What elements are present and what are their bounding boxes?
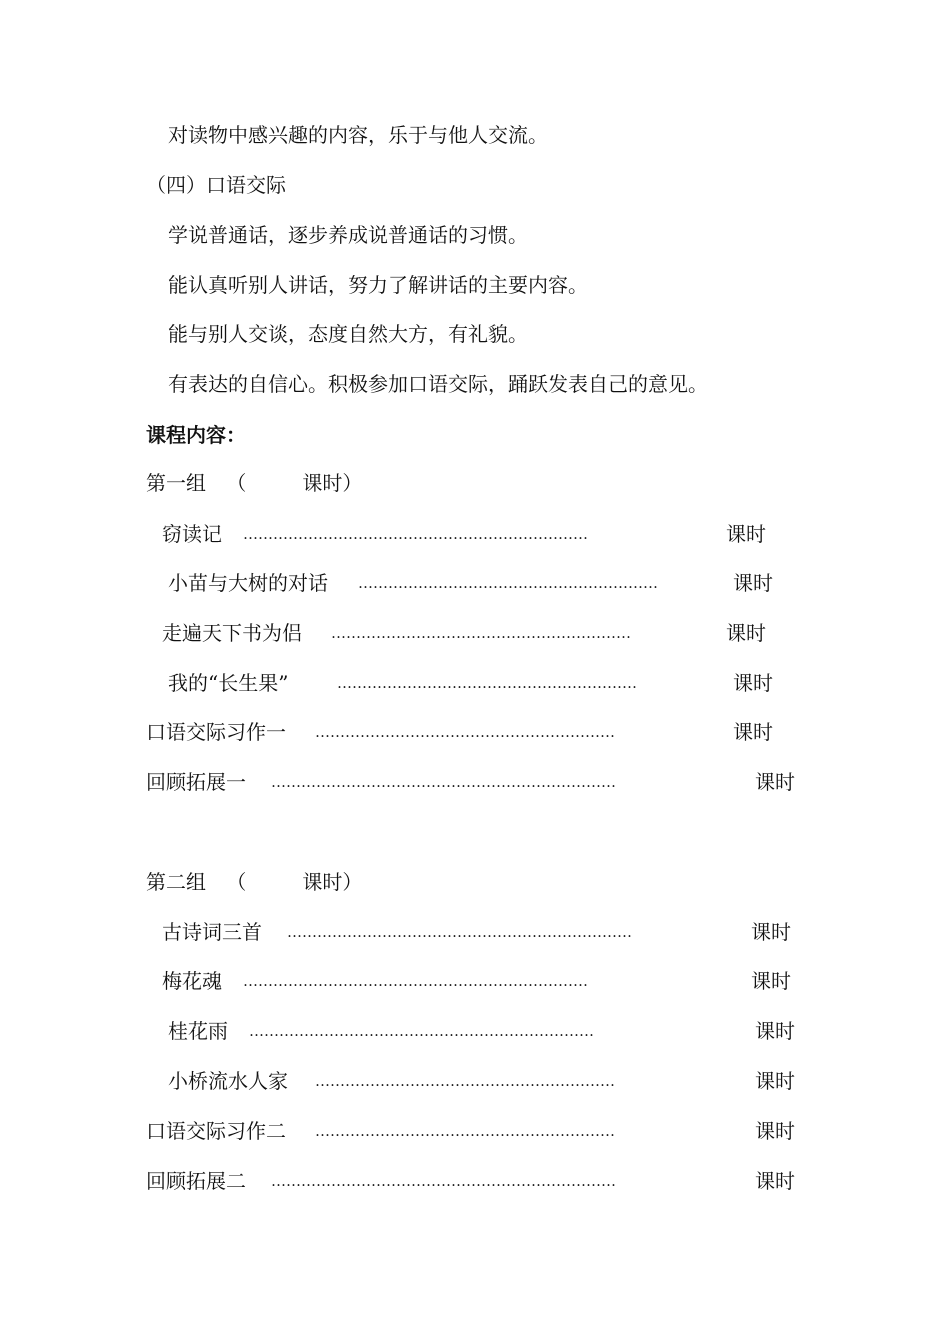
lesson-name: 梅花魂 bbox=[162, 969, 222, 993]
lesson-hours-label: 课时 bbox=[755, 1169, 795, 1193]
lesson-hours-label: 课时 bbox=[755, 1119, 795, 1143]
lesson-name: 窃读记 bbox=[162, 522, 222, 546]
dot-leader: …………………………………………………… bbox=[315, 723, 615, 741]
speaking-item-4: 有表达的自信心。积极参加口语交际，踊跃发表自己的意见。 bbox=[168, 372, 708, 396]
lesson-name: 回顾拓展一 bbox=[146, 770, 246, 794]
group-paren-open: （ bbox=[226, 471, 247, 495]
lesson-name: 回顾拓展二 bbox=[146, 1169, 246, 1193]
dot-leader: …………………………………………………………… bbox=[271, 1172, 616, 1190]
speaking-item-1: 学说普通话，逐步养成说普通话的习惯。 bbox=[168, 223, 528, 247]
group-paren-close: 课时） bbox=[302, 471, 363, 495]
lesson-name: 小桥流水人家 bbox=[168, 1069, 288, 1093]
dot-leader: …………………………………………………………… bbox=[287, 923, 632, 941]
group-paren-close: 课时） bbox=[302, 870, 363, 894]
lesson-name: 走遍天下书为侣 bbox=[162, 621, 302, 645]
lesson-hours-label: 课时 bbox=[733, 671, 773, 695]
group-paren-open: （ bbox=[226, 870, 247, 894]
dot-leader: …………………………………………………… bbox=[337, 674, 637, 692]
dot-leader: …………………………………………………………… bbox=[243, 525, 588, 543]
lesson-hours-label: 课时 bbox=[726, 621, 766, 645]
dot-leader: …………………………………………………………… bbox=[243, 972, 588, 990]
dot-leader: …………………………………………………… bbox=[315, 1122, 615, 1140]
group-title-text: 第一组 bbox=[146, 471, 206, 495]
lesson-hours-label: 课时 bbox=[733, 571, 773, 595]
lesson-name: 小苗与大树的对话 bbox=[168, 571, 328, 595]
lesson-hours-label: 课时 bbox=[755, 1069, 795, 1093]
dot-leader: …………………………………………………………… bbox=[249, 1022, 594, 1040]
speaking-item-2: 能认真听别人讲话，努力了解讲话的主要内容。 bbox=[168, 273, 588, 297]
lesson-hours-label: 课时 bbox=[755, 770, 795, 794]
dot-leader: …………………………………………………………… bbox=[271, 773, 616, 791]
lesson-name: 口语交际习作二 bbox=[146, 1119, 286, 1143]
group-1-title bbox=[146, 469, 362, 497]
lesson-hours-label: 课时 bbox=[733, 720, 773, 744]
lesson-name: 我的“长生果” bbox=[168, 671, 289, 695]
lesson-hours-label: 课时 bbox=[726, 522, 766, 546]
lesson-hours-label: 课时 bbox=[751, 920, 791, 944]
reading-standard-line: 对读物中感兴趣的内容，乐于与他人交流。 bbox=[168, 123, 548, 147]
lesson-hours-label: 课时 bbox=[751, 969, 791, 993]
speaking-section-heading: （四）口语交际 bbox=[146, 173, 286, 197]
dot-leader: …………………………………………………… bbox=[358, 574, 658, 592]
dot-leader: …………………………………………………… bbox=[315, 1072, 615, 1090]
lesson-name: 古诗词三首 bbox=[162, 920, 262, 944]
course-content-heading: 课程内容： bbox=[146, 423, 246, 447]
group-2-title bbox=[146, 868, 362, 896]
speaking-item-3: 能与别人交谈，态度自然大方，有礼貌。 bbox=[168, 322, 528, 346]
lesson-name: 口语交际习作一 bbox=[146, 720, 286, 744]
dot-leader: …………………………………………………… bbox=[331, 624, 631, 642]
lesson-hours-label: 课时 bbox=[755, 1019, 795, 1043]
group-title-text: 第二组 bbox=[146, 870, 206, 894]
lesson-name: 桂花雨 bbox=[168, 1019, 228, 1043]
